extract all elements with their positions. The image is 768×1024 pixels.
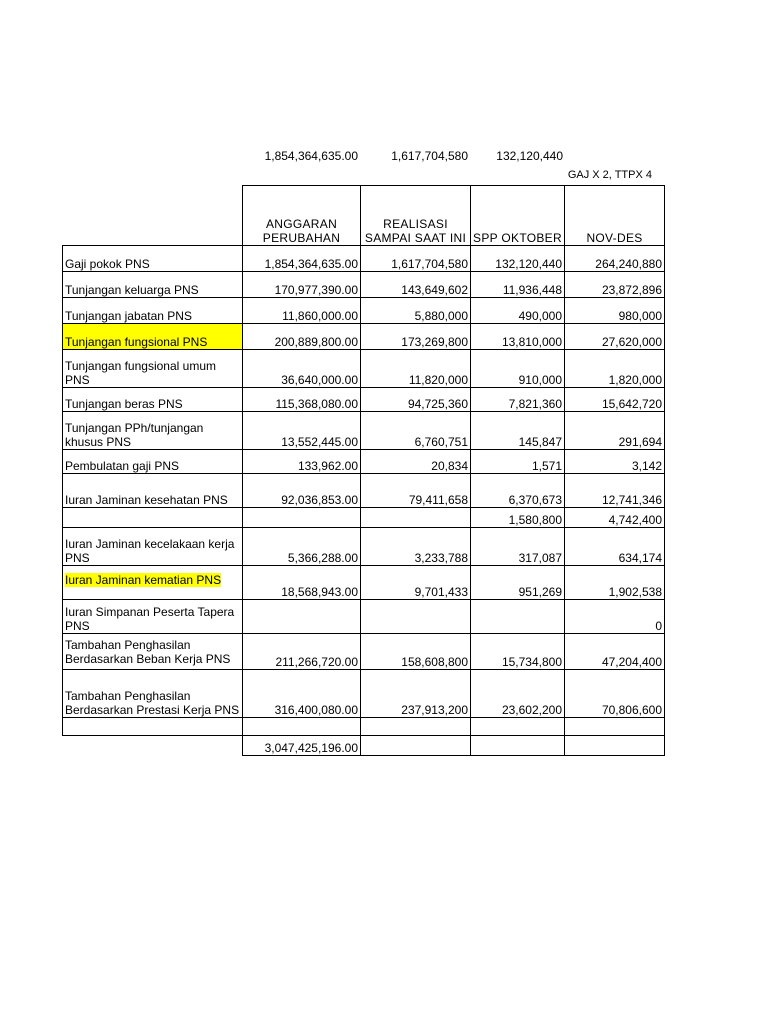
cell-novdes: 0 [565, 600, 665, 634]
cell-realisasi: 79,411,658 [361, 474, 471, 508]
row-label: Iuran Jaminan kecelakaan kerja PNS [63, 528, 243, 566]
cell-anggaran: 115,368,080.00 [243, 388, 361, 412]
table-row [63, 600, 665, 634]
cell-novdes: 634,174 [565, 528, 665, 566]
table-row [63, 528, 665, 566]
cell-novdes: 12,741,346 [565, 474, 665, 508]
header-novdes: NOV-DES [565, 186, 665, 246]
cell-realisasi: 94,725,360 [361, 388, 471, 412]
cell-novdes: 70,806,600 [565, 670, 665, 718]
cell-spp [471, 600, 565, 634]
row-label: Tunjangan jabatan PNS [63, 298, 243, 324]
cell-realisasi: 6,760,751 [361, 412, 471, 450]
row-label: Tunjangan beras PNS [63, 388, 243, 412]
cell-realisasi: 20,834 [361, 450, 471, 474]
row-label [63, 508, 243, 528]
cell-novdes: 1,902,538 [565, 566, 665, 600]
cell-anggaran: 170,977,390.00 [243, 272, 361, 298]
cell-novdes: 1,820,000 [565, 350, 665, 388]
summary-realisasi: 1,617,704,580 [391, 149, 468, 163]
cell-realisasi: 143,649,602 [361, 272, 471, 298]
blank-cell [361, 736, 471, 756]
blank-cell [63, 718, 243, 736]
cell-anggaran: 200,889,800.00 [243, 324, 361, 350]
cell-spp: 145,847 [471, 412, 565, 450]
header-anggaran: ANGGARAN PERUBAHAN [243, 186, 361, 246]
table-row [63, 324, 665, 350]
cell-realisasi: 237,913,200 [361, 670, 471, 718]
row-label: Pembulatan gaji PNS [63, 450, 243, 474]
total-blank-cell [63, 736, 243, 756]
cell-anggaran [243, 600, 361, 634]
cell-realisasi: 3,233,788 [361, 528, 471, 566]
cell-realisasi: 158,608,800 [361, 634, 471, 670]
table-row [63, 272, 665, 298]
cell-spp: 1,580,800 [471, 508, 565, 528]
row-label: Gaji pokok PNS [63, 246, 243, 272]
cell-spp: 6,370,673 [471, 474, 565, 508]
table-row [63, 388, 665, 412]
blank-cell [471, 736, 565, 756]
total-anggaran: 3,047,425,196.00 [243, 736, 361, 756]
cell-spp: 132,120,440 [471, 246, 565, 272]
row-label: Tunjangan fungsional umum PNS [63, 350, 243, 388]
cell-anggaran: 36,640,000.00 [243, 350, 361, 388]
cell-anggaran: 5,366,288.00 [243, 528, 361, 566]
total-row [63, 736, 665, 756]
cell-anggaran: 18,568,943.00 [243, 566, 361, 600]
blank-cell [243, 718, 361, 736]
cell-novdes: 15,642,720 [565, 388, 665, 412]
cell-novdes: 291,694 [565, 412, 665, 450]
blank-cell [565, 736, 665, 756]
row-label: Iuran Simpanan Peserta Tapera PNS [63, 600, 243, 634]
table-row [63, 670, 665, 718]
row-label-highlighted: Iuran Jaminan kematian PNS [65, 573, 222, 587]
cell-novdes: 23,872,896 [565, 272, 665, 298]
cell-realisasi: 9,701,433 [361, 566, 471, 600]
table-row [63, 298, 665, 324]
row-label: Iuran Jaminan kesehatan PNS [63, 474, 243, 508]
cell-anggaran: 92,036,853.00 [243, 474, 361, 508]
summary-note: GAJ X 2, TTPX 4 [567, 169, 652, 181]
summary-anggaran: 1,854,364,635.00 [264, 149, 358, 163]
blank-cell [565, 718, 665, 736]
cell-spp: 23,602,200 [471, 670, 565, 718]
row-label: Tambahan Penghasilan Berdasarkan Prestasi Kerja PNS [63, 670, 243, 718]
cell-anggaran: 13,552,445.00 [243, 412, 361, 450]
summary-spp: 132,120,440 [496, 149, 563, 163]
row-label: Tunjangan PPh/tunjangan khusus PNS [63, 412, 243, 450]
cell-realisasi: 173,269,800 [361, 324, 471, 350]
cell-anggaran [243, 508, 361, 528]
table-row [63, 350, 665, 388]
cell-realisasi [361, 600, 471, 634]
row-label: Tambahan Penghasilan Berdasarkan Beban Kerja PNS [65, 638, 231, 666]
cell-novdes: 980,000 [565, 298, 665, 324]
header-spp: SPP OKTOBER [471, 186, 565, 246]
cell-spp: 1,571 [471, 450, 565, 474]
table-row [63, 474, 665, 508]
cell-novdes: 27,620,000 [565, 324, 665, 350]
blank-cell [471, 718, 565, 736]
header-realisasi: REALISASI SAMPAI SAAT INI [361, 186, 471, 246]
cell-anggaran: 11,860,000.00 [243, 298, 361, 324]
table-row [63, 634, 665, 670]
cell-spp: 317,087 [471, 528, 565, 566]
cell-novdes: 47,204,400 [565, 634, 665, 670]
cell-anggaran: 1,854,364,635.00 [243, 246, 361, 272]
cell-realisasi [361, 508, 471, 528]
cell-novdes: 4,742,400 [565, 508, 665, 528]
cell-spp: 490,000 [471, 298, 565, 324]
cell-spp: 15,734,800 [471, 634, 565, 670]
header-row [63, 186, 665, 246]
cell-novdes: 3,142 [565, 450, 665, 474]
row-label-cell [63, 566, 243, 600]
cell-anggaran: 316,400,080.00 [243, 670, 361, 718]
blank-cell [361, 718, 471, 736]
row-label-highlighted: Tunjangan fungsional PNS [63, 324, 243, 350]
cell-anggaran: 133,962.00 [243, 450, 361, 474]
cell-spp: 910,000 [471, 350, 565, 388]
header-blank-cell [63, 186, 243, 246]
table-row [63, 450, 665, 474]
cell-novdes: 264,240,880 [565, 246, 665, 272]
row-label-cell [63, 634, 243, 670]
cell-spp: 7,821,360 [471, 388, 565, 412]
cell-spp: 951,269 [471, 566, 565, 600]
table-row [63, 566, 665, 600]
table-row [63, 508, 665, 528]
cell-realisasi: 5,880,000 [361, 298, 471, 324]
table-row [63, 412, 665, 450]
cell-realisasi: 11,820,000 [361, 350, 471, 388]
cell-anggaran: 211,266,720.00 [243, 634, 361, 670]
blank-row [63, 718, 665, 736]
budget-table [62, 185, 665, 756]
table-row [63, 246, 665, 272]
row-label: Tunjangan keluarga PNS [63, 272, 243, 298]
cell-spp: 11,936,448 [471, 272, 565, 298]
cell-spp: 13,810,000 [471, 324, 565, 350]
cell-realisasi: 1,617,704,580 [361, 246, 471, 272]
